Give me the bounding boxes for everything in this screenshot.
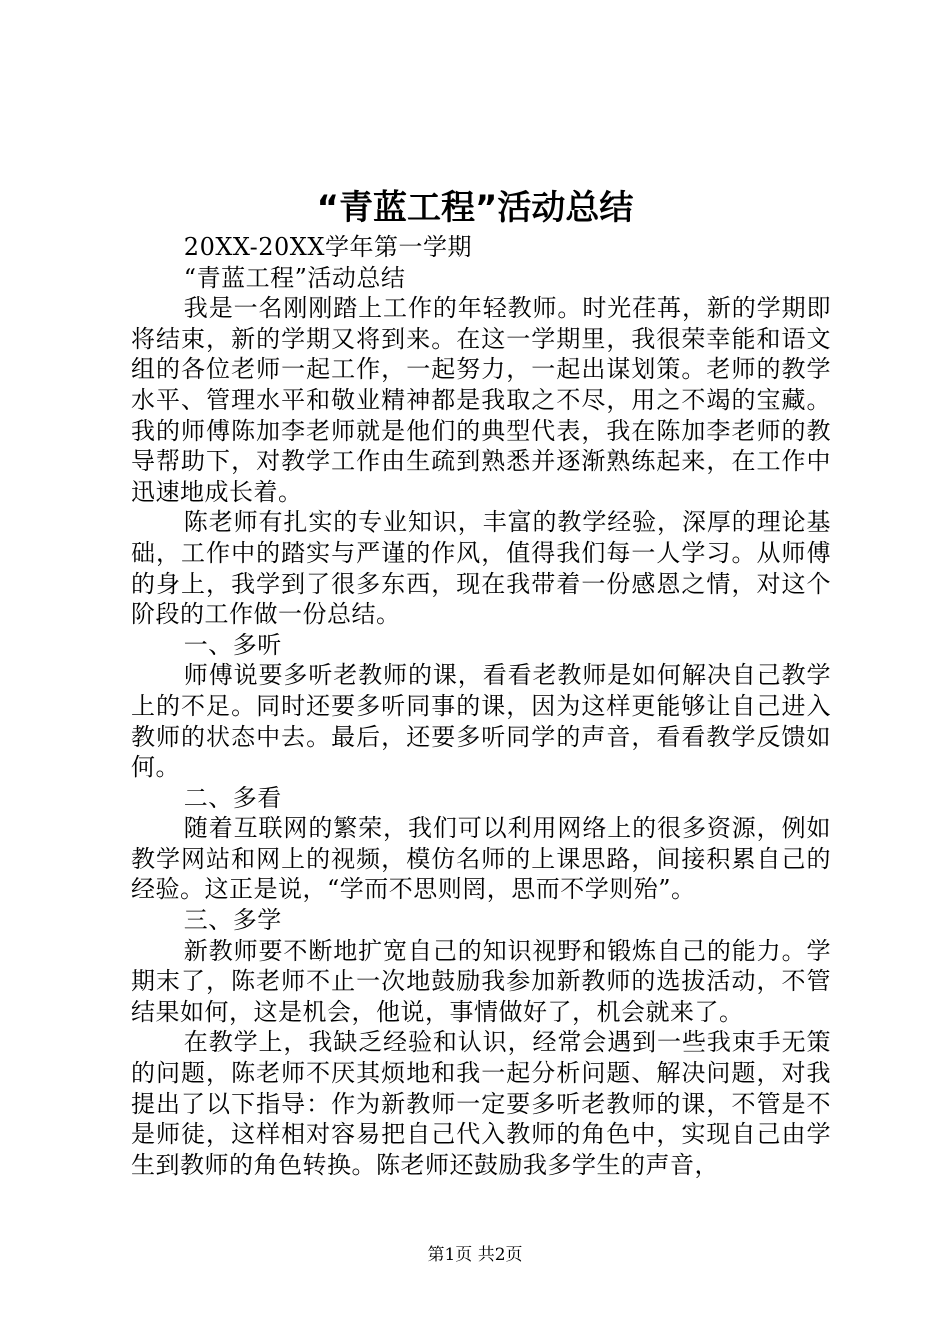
- body-paragraph: 我是一名刚刚踏上工作的年轻教师。时光荏苒，新的学期即将结束，新的学期又将到来。在这一学期里，我很荣幸能和语文组的各位老师一起工作，一起努力，一起出谋划策。老师的教学水平、管理水平和敬业精神都是我取之不尽，用之不竭的宝藏。我的师傅陈加李老师就是他们的典型代表，我在陈加李老师的教导帮助下，对教学工作由生疏到熟悉并逐渐熟练起来，在工作中迅速地成长着。: [131, 294, 831, 506]
- body-paragraph: 师傅说要多听老教师的课，看看老教师是如何解决自己教学上的不足。同时还要多听同事的课，因为这样更能够让自己进入教师的状态中去。最后，还要多听同学的声音，看看教学反馈如何。: [131, 661, 831, 782]
- section-heading: 三、多学: [183, 906, 282, 935]
- document-body: [131, 232, 831, 1180]
- page-number-footer: 第1页 共2页: [427, 1245, 523, 1265]
- body-paragraph: 新教师要不断地扩宽自己的知识视野和锻炼自己的能力。学期末了，陈老师不止一次地鼓励我参加新教师的选拔活动，不管结果如何，这是机会，他说，事情做好了，机会就来了。: [131, 936, 831, 1026]
- section-heading: 二、多看: [183, 783, 282, 812]
- section-heading: 一、多听: [183, 630, 282, 659]
- document-title: “青蓝工程”活动总结: [316, 188, 634, 228]
- semester-line: 20XX-20XX学年第一学期: [183, 233, 472, 261]
- body-paragraph: 在教学上，我缺乏经验和认识，经常会遇到一些我束手无策的问题，陈老师不厌其烦地和我一起分析问题、解决问题，对我提出了以下指导：作为新教师一定要多听老教师的课，不管是不是师徒，这样相对容易把自己代入教师的角色中，实现自己由学生到教师的角色转换。陈老师还鼓励我多学生的声音，: [131, 1028, 831, 1179]
- subtitle-line: “青蓝工程”活动总结: [183, 263, 406, 292]
- body-paragraph: 随着互联网的繁荣，我们可以利用网络上的很多资源，例如教学网站和网上的视频，模仿名师的上课思路，间接积累自己的经验。这正是说，“学而不思则罔，思而不学则殆”。: [131, 814, 831, 904]
- body-paragraph: 陈老师有扎实的专业知识，丰富的教学经验，深厚的理论基础，工作中的踏实与严谨的作风，值得我们每一人学习。从师傅的身上，我学到了很多东西，现在我带着一份感恩之情，对这个阶段的工作做一份总结。: [131, 508, 831, 629]
